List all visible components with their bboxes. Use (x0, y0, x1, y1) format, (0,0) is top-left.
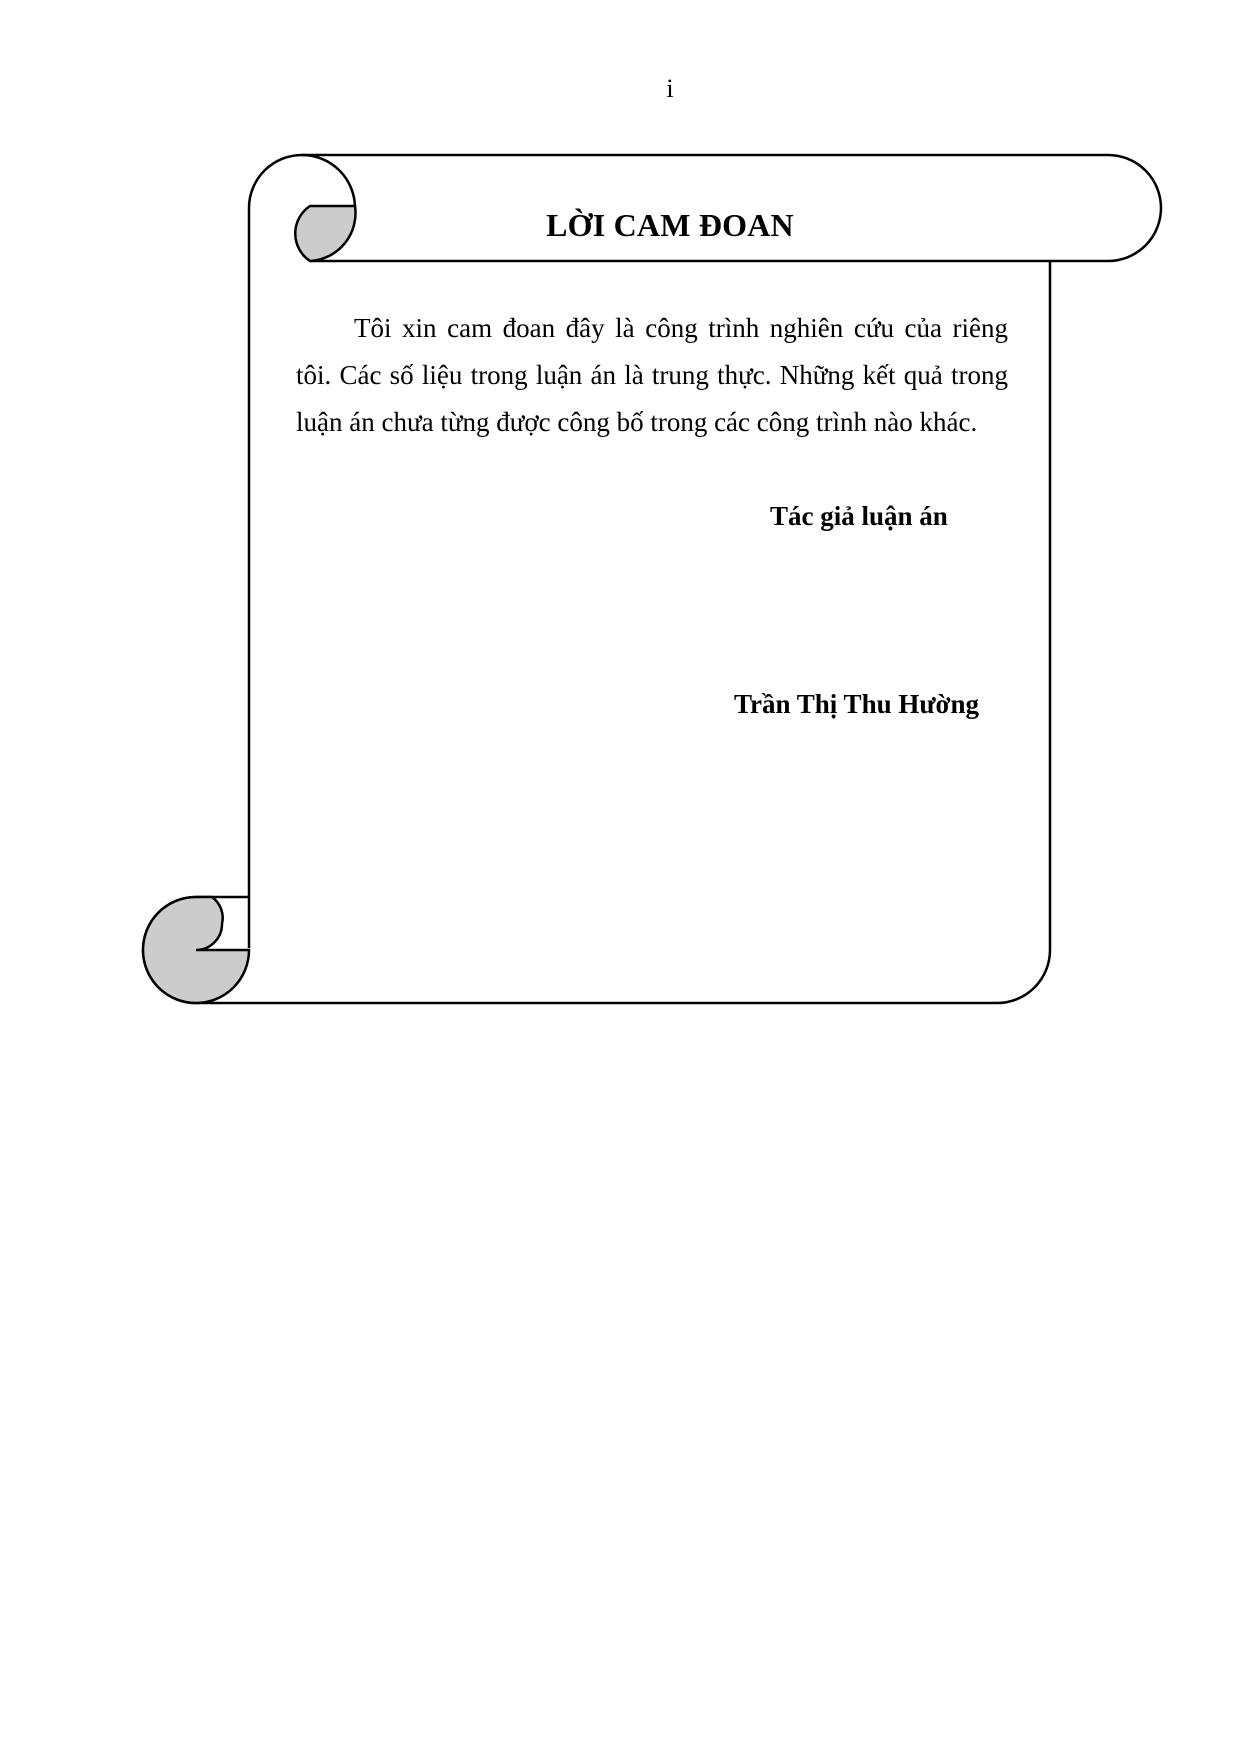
author-name: Trần Thị Thu Hường (734, 689, 980, 719)
page-number: i (666, 74, 674, 103)
declaration-title: LỜI CAM ĐOAN (546, 207, 794, 243)
author-label: Tác giả luận án (770, 501, 948, 531)
scroll-bottom-curl-fill (143, 897, 249, 1003)
declaration-text: Tôi xin cam đoan đây là công trình nghiên cứu của riêng tôi. Các số liệu trong luận án là trung thực. Những kết quả trong luận án chưa từng được công bố trong các công trình nào khác. (296, 313, 1008, 437)
scroll-left-edge (249, 155, 302, 948)
